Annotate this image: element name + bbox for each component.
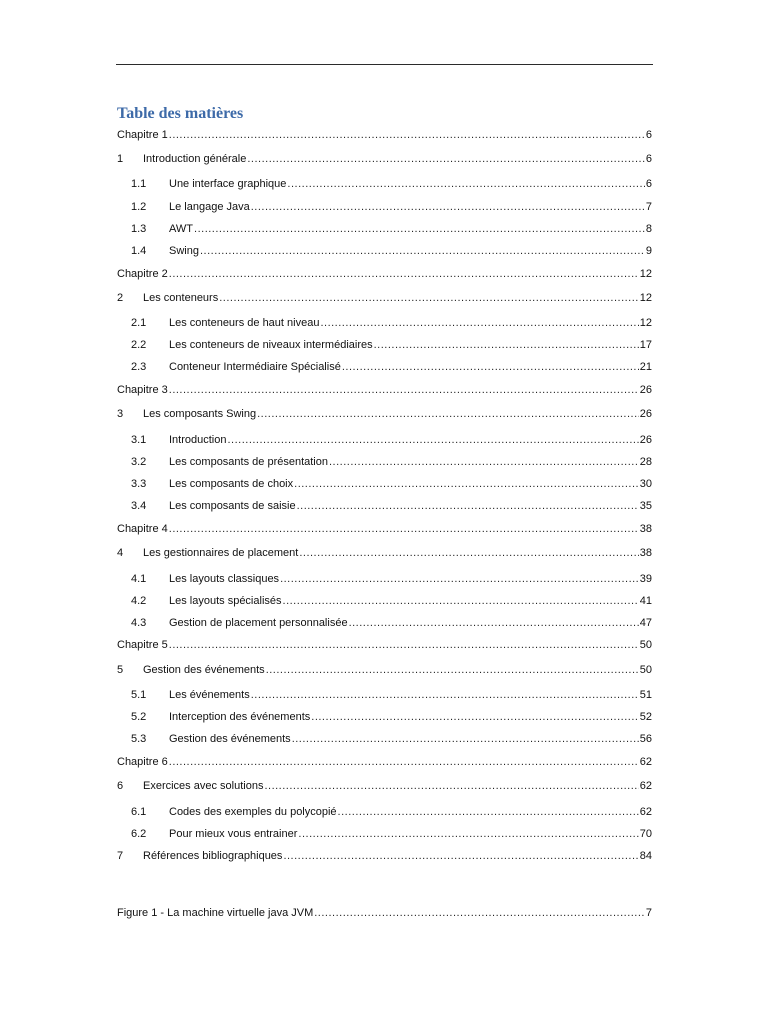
toc-entry-page-number: 6 <box>645 178 652 190</box>
toc-entry-page-number: 12 <box>639 268 652 280</box>
toc-entry-number: 7 <box>117 850 124 862</box>
toc-entry-page-number: 39 <box>639 573 652 585</box>
toc-entry-number: 3.4 <box>131 500 147 512</box>
toc-title: Table des matières <box>117 105 244 122</box>
toc-entry-page-number: 38 <box>639 547 652 559</box>
toc-entry-title: Les gestionnaires de placement <box>143 547 299 559</box>
toc-entry-title: Les layouts classiques <box>169 573 280 585</box>
toc-entry-page-number: 50 <box>639 664 652 676</box>
toc-entry-title: Chapitre 4 <box>117 523 168 535</box>
toc-entry-sub[interactable] <box>131 477 652 492</box>
dot-leader <box>247 152 645 167</box>
toc-entry-page-number: 7 <box>645 907 652 919</box>
toc-entry-sub[interactable] <box>131 222 652 237</box>
dot-leader <box>266 663 639 678</box>
toc-entry-number: 1 <box>117 153 124 165</box>
toc-entry-page-number: 50 <box>639 639 652 651</box>
dot-leader <box>169 755 639 770</box>
toc-entry-number: 2 <box>117 292 124 304</box>
toc-entry-title: Chapitre 5 <box>117 639 168 651</box>
toc-entry-page-number: 70 <box>639 828 652 840</box>
toc-entry-page-number: 47 <box>639 617 652 629</box>
toc-entry-sub[interactable] <box>131 177 652 192</box>
toc-entry-sub[interactable] <box>131 316 652 331</box>
toc-entry-title: Codes des exemples du polycopié <box>169 806 337 818</box>
dot-leader <box>342 360 639 375</box>
toc-entry-page-number: 38 <box>639 523 652 535</box>
dot-leader <box>219 291 639 306</box>
toc-entry-number: 2.1 <box>131 317 147 329</box>
toc-entry-title: Les conteneurs <box>143 292 219 304</box>
toc-entry-title: Exercices avec solutions <box>143 780 264 792</box>
toc-entry-page-number: 62 <box>639 756 652 768</box>
toc-entry-page-number: 28 <box>639 456 652 468</box>
toc-entry-page-number: 6 <box>645 153 652 165</box>
toc-entry-title: Les composants de choix <box>169 478 294 490</box>
toc-entry-number: 4.2 <box>131 595 147 607</box>
toc-entry-title: Le langage Java <box>169 201 250 213</box>
toc-entry-title: Chapitre 3 <box>117 384 168 396</box>
toc-entry-page-number: 62 <box>639 780 652 792</box>
toc-entry-chapter[interactable] <box>117 128 652 143</box>
toc-entry-title: Les composants de saisie <box>169 500 296 512</box>
dot-leader <box>299 546 638 561</box>
dot-leader <box>264 779 638 794</box>
dot-leader <box>194 222 645 237</box>
toc-entry-title: Gestion des événements <box>143 664 265 676</box>
toc-entry-title: Les composants Swing <box>143 408 257 420</box>
toc-entry-page-number: 6 <box>645 129 652 141</box>
toc-entry-sub[interactable] <box>131 732 652 747</box>
toc-entry-sub[interactable] <box>131 455 652 470</box>
dot-leader <box>338 805 639 820</box>
toc-entry-page-number: 12 <box>639 292 652 304</box>
toc-entry-title: Conteneur Intermédiaire Spécialisé <box>169 361 341 373</box>
toc-entry-number: 3.1 <box>131 434 147 446</box>
toc-entry-number: 6.2 <box>131 828 147 840</box>
toc-entry-chapter[interactable] <box>117 522 652 537</box>
toc-entry-number: 1.4 <box>131 245 147 257</box>
toc-entry-sub[interactable] <box>131 710 652 725</box>
dot-leader <box>283 594 639 609</box>
toc-entry-title: Introduction générale <box>143 153 247 165</box>
toc-entry-number: 1.3 <box>131 223 147 235</box>
toc-entry-section[interactable] <box>117 849 652 864</box>
toc-entry-number: 4 <box>117 547 124 559</box>
toc-entry-number: 1.1 <box>131 178 147 190</box>
toc-entry-title: Pour mieux vous entrainer <box>169 828 298 840</box>
dot-leader <box>287 177 644 192</box>
toc-entry-page-number: 56 <box>639 733 652 745</box>
toc-entry-title: Les composants de présentation <box>169 456 328 468</box>
toc-entry-section[interactable] <box>117 152 652 167</box>
dot-leader <box>169 128 645 143</box>
toc-entry-title: Gestion des événements <box>169 733 291 745</box>
toc-entry-page-number: 21 <box>639 361 652 373</box>
dot-leader <box>280 572 639 587</box>
toc-entry-title: Gestion de placement personnalisée <box>169 617 348 629</box>
toc-entry-number: 3 <box>117 408 124 420</box>
toc-entry-title: Les conteneurs de haut niveau <box>169 317 320 329</box>
toc-entry-number: 6.1 <box>131 806 147 818</box>
toc-entry-title: Une interface graphique <box>169 178 287 190</box>
toc-entry-section[interactable] <box>117 291 652 306</box>
toc-entry-sub[interactable] <box>131 360 652 375</box>
toc-entry-title: Les layouts spécialisés <box>169 595 282 607</box>
dot-leader <box>298 827 638 842</box>
toc-entry-page-number: 26 <box>639 408 652 420</box>
toc-entry-number: 4.1 <box>131 573 147 585</box>
dot-leader <box>283 849 638 864</box>
toc-entry-page-number: 26 <box>639 434 652 446</box>
toc-entry-page-number: 41 <box>639 595 652 607</box>
dot-leader <box>169 638 639 653</box>
toc-entry-chapter[interactable] <box>117 755 652 770</box>
dot-leader <box>200 244 645 259</box>
dot-leader <box>227 433 638 448</box>
toc-entry-number: 2.2 <box>131 339 147 351</box>
toc-entry-sub[interactable] <box>131 244 652 259</box>
dot-leader <box>169 522 639 537</box>
toc-entry-number: 3.3 <box>131 478 147 490</box>
toc-entry-number: 5.3 <box>131 733 147 745</box>
toc-entry-title: Chapitre 2 <box>117 268 168 280</box>
dot-leader <box>297 499 639 514</box>
toc-entry-chapter[interactable] <box>117 638 652 653</box>
dot-leader <box>257 407 639 422</box>
dot-leader <box>169 267 639 282</box>
toc-entry-page-number: 26 <box>639 384 652 396</box>
toc-entry-page-number: 7 <box>645 201 652 213</box>
toc-entry-title: Swing <box>169 245 199 257</box>
dot-leader <box>314 906 645 921</box>
dot-leader <box>374 338 639 353</box>
toc-entry-title: Chapitre 6 <box>117 756 168 768</box>
toc-entry-page-number: 17 <box>639 339 652 351</box>
toc-entry-chapter[interactable] <box>117 383 652 398</box>
toc-entry-sub[interactable] <box>131 616 652 631</box>
toc-entry-title: Figure 1 - La machine virtuelle java JVM <box>117 907 314 919</box>
dot-leader <box>349 616 639 631</box>
toc-entry-title: Chapitre 1 <box>117 129 168 141</box>
toc-entry-title: Les événements <box>169 689 250 701</box>
toc-entry-number: 1.2 <box>131 201 147 213</box>
toc-entry-sub[interactable] <box>131 433 652 448</box>
toc-entry-title: Interception des événements <box>169 711 311 723</box>
toc-entry-sub[interactable] <box>131 200 652 215</box>
toc-entry-title: Les conteneurs de niveaux intermédiaires <box>169 339 373 351</box>
toc-entry-number: 3.2 <box>131 456 147 468</box>
dot-leader <box>292 732 639 747</box>
toc-entry-section[interactable] <box>117 663 652 678</box>
dot-leader <box>294 477 639 492</box>
toc-entry-section[interactable] <box>117 546 652 561</box>
figure-entry[interactable] <box>117 906 652 921</box>
toc-entry-page-number: 9 <box>645 245 652 257</box>
toc-entry-number: 6 <box>117 780 124 792</box>
toc-entry-page-number: 52 <box>639 711 652 723</box>
toc-entry-title: Références bibliographiques <box>143 850 283 862</box>
toc-entry-page-number: 62 <box>639 806 652 818</box>
toc-entry-sub[interactable] <box>131 827 652 842</box>
toc-entry-title: Introduction <box>169 434 227 446</box>
toc-entry-number: 5.2 <box>131 711 147 723</box>
toc-entry-number: 5.1 <box>131 689 147 701</box>
toc-entry-number: 5 <box>117 664 124 676</box>
toc-entry-chapter[interactable] <box>117 267 652 282</box>
toc-entry-sub[interactable] <box>131 499 652 514</box>
dot-leader <box>311 710 638 725</box>
toc-entry-page-number: 84 <box>639 850 652 862</box>
toc-entry-sub[interactable] <box>131 688 652 703</box>
toc-entry-section[interactable] <box>117 779 652 794</box>
dot-leader <box>329 455 639 470</box>
dot-leader <box>251 200 645 215</box>
toc-entry-number: 2.3 <box>131 361 147 373</box>
toc-entry-title: AWT <box>169 223 194 235</box>
toc-entry-sub[interactable] <box>131 338 652 353</box>
toc-entry-section[interactable] <box>117 407 652 422</box>
toc-entry-page-number: 51 <box>639 689 652 701</box>
dot-leader <box>169 383 639 398</box>
toc-entry-sub[interactable] <box>131 572 652 587</box>
toc-entry-sub[interactable] <box>131 805 652 820</box>
dot-leader <box>320 316 638 331</box>
toc-entry-number: 4.3 <box>131 617 147 629</box>
dot-leader <box>251 688 639 703</box>
toc-entry-page-number: 12 <box>639 317 652 329</box>
toc-entry-page-number: 35 <box>639 500 652 512</box>
toc-entry-sub[interactable] <box>131 594 652 609</box>
toc-entry-page-number: 8 <box>645 223 652 235</box>
toc-entry-page-number: 30 <box>639 478 652 490</box>
